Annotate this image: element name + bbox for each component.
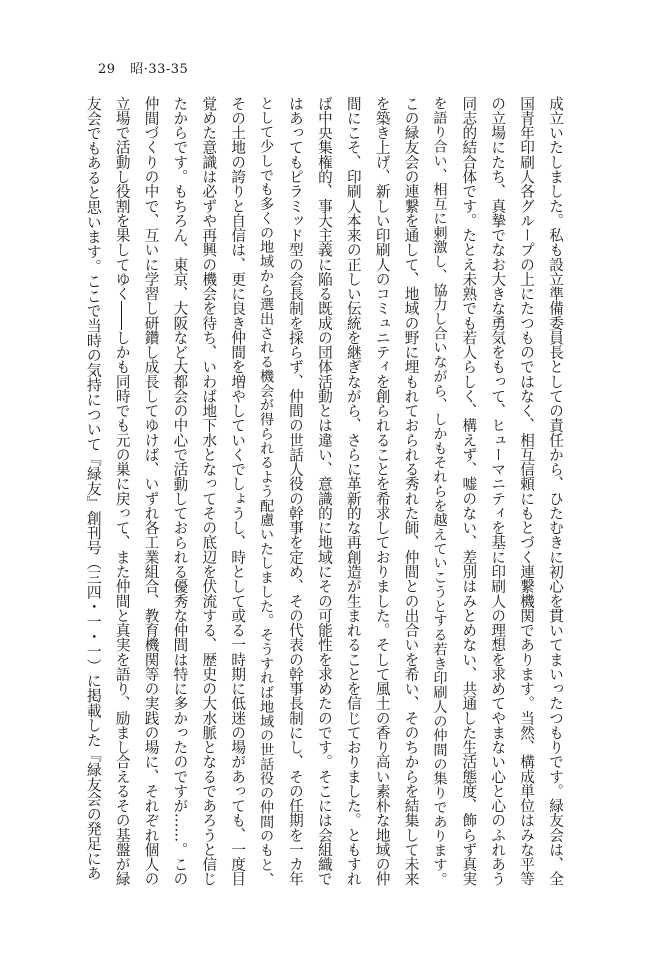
text-column-8: 間にこそ、印刷人本来の正しい伝統を継ぎながら、さらに革新的な再創造が生まれることを信じておりました。ともすれ xyxy=(344,96,362,886)
text-column-9: ば中央集権的、事大主義に陥る既成の団体活動とは違い、意識的に地域にその可能性を求めたのです。そこには会組織で xyxy=(315,96,333,886)
text-column-2: 国青年印刷人各グループの上にたつものではなく、相互信頼にもとづく連繋機関であります。当然、構成単位はみな平等 xyxy=(518,96,536,886)
text-column-12: その土地の誇りと自信は、更に良き仲間を増やしていくでしょうし、時として或る一時期に低迷の場があっても、一度目 xyxy=(229,96,247,886)
text-column-7: を築き上げ、新しい印刷人のコミュニティを創られることを希求しておりました。そして風土の香り高い素朴な地域の仲 xyxy=(373,96,391,886)
vertical-body-text xyxy=(82,96,566,886)
text-column-10: はあってもピラミッド型の会長制を採らず、仲間の世話人役の幹事を定め、その代表の幹事長制にし、その任期を一カ年 xyxy=(286,96,304,886)
page-number: 29 xyxy=(98,62,116,77)
text-column-6: この緑友会の連繋を通して、地域の野に埋もれておられる秀れた師、仲間との出合いを希い、そのちからを結集して未来 xyxy=(402,96,420,886)
text-column-15: 仲間づくりの中で、互いに学習し研鑽し成長してゆけば、いずれ各工業組合、教育機関等の実践の場に、それぞれ個人の xyxy=(142,96,160,886)
running-head xyxy=(98,58,188,77)
text-column-13: 覚めた意識は必ずや再興の機会を待ち、いわば地下水となってその底辺を伏流する、歴史の大水脈となるであろうと信じ xyxy=(200,96,218,886)
text-column-14: たからです。もちろん、東京、大阪など大都会の中心で活動しておられる優秀な仲間は特に多かったのですが……。この xyxy=(171,96,189,886)
era-label: 昭·33-35 xyxy=(130,62,189,77)
text-column-16: 立場で活動し役割を果してゆく――しかも同時でも元の巣に戻って、また仲間と真実を語り、励まし合えるその基盤が緑 xyxy=(113,96,131,886)
text-column-17: 友会でもあると思います。ここで当時の気持について『緑友』創刊号（三四・一・一）に掲載した『緑友会の発足にあ xyxy=(84,96,102,881)
text-column-3: の立場にたち、真摯でなお大きな勇気をもって、ヒューマニティを基に印刷人の理想を求めてやまない心と心のふれあう xyxy=(489,96,507,886)
text-column-5: を語り合い、相互に刺激し、協力し合いながら、しかもそれらを越えていこうとする若き印刷人の仲間の集りであります。 xyxy=(431,96,448,886)
text-column-1: 成立いたしました。私も設立準備委員長としての責任から、ひたむきに初心を貫いてまいったつもりです。緑友会は、全 xyxy=(547,96,564,886)
text-column-11: として少しでも多くの地域から選出される機会が得られるよう配慮いたしました。そうすれば地域の世話役の仲間のもと、 xyxy=(258,96,275,886)
text-column-4: 同志的結合体です。たとえ未熟でも若人らしく、構えず、嘘のない、差別はみとめない、共通した生活態度、飾らず真実 xyxy=(460,96,478,886)
